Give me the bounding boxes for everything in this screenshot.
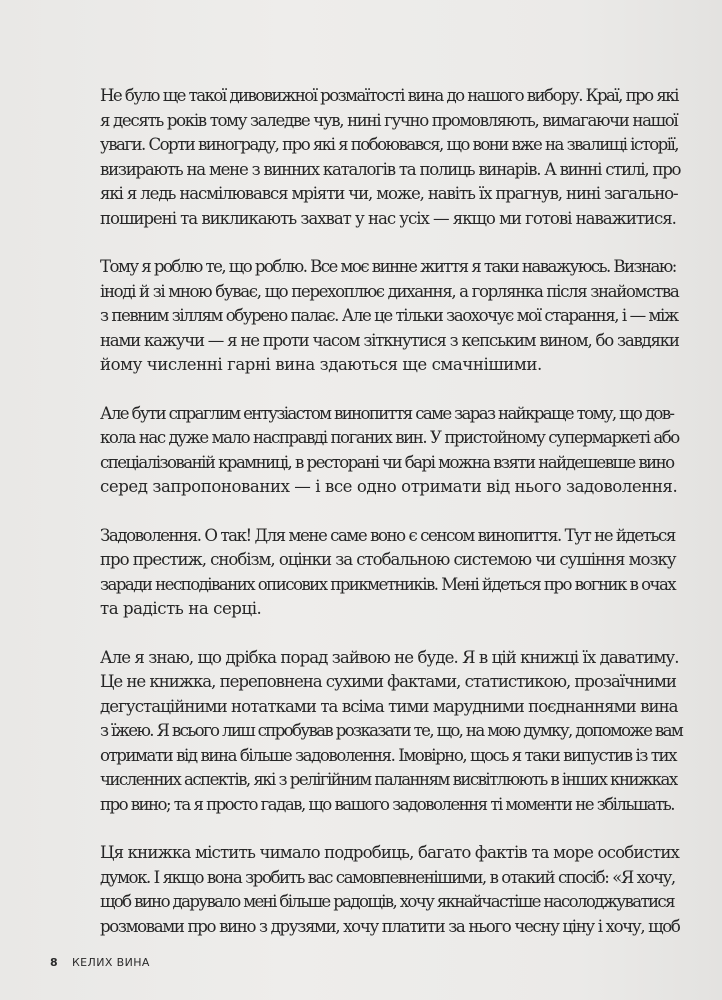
text-line: отримати від вина більше задоволення. Імовірно, щось я таки випустив із тих <box>100 745 677 765</box>
text-line: які я ледь насмілювався мріяти чи, може, навіть їх прагнув, нині загально- <box>100 184 678 203</box>
text-line: численних аспектів, які з релігійним паланням висвітлюють в інших книжках <box>100 770 677 789</box>
paragraph-1 <box>100 84 680 231</box>
text-line: поширені та викликають захват у нас усіх — якщо ми готові наважитися. <box>100 208 676 228</box>
text-line: заради несподіваних описових прикметників. Мені йдеться про вогник в очах <box>100 574 676 594</box>
body-text <box>100 84 683 963</box>
text-line: йому численні гарні вина здаються ще смачнішими. <box>100 355 542 374</box>
paragraph-4 <box>100 524 680 622</box>
text-line: нами кажучи — я не проти часом зіткнутися з кепським вином, бо завдяки <box>100 330 679 350</box>
text-line: кола нас дуже мало насправді поганих вин. У пристойному супермаркеті або <box>100 428 679 447</box>
text-line: про вино; та я просто гадав, що вашого задоволення ті моменти не збільшать. <box>100 794 674 814</box>
text-line: Але бути спраглим ентузіастом винопиття саме зараз найкраще тому, що дов- <box>100 403 674 423</box>
text-line: про престиж, снобізм, оцінки за стобальною системою чи сушіння мозку <box>100 550 676 569</box>
text-line: щоб вино дарувало мені більше радощів, хочу якнайчастіше насолоджуватися <box>100 892 674 911</box>
text-line: з їжею. Я всього лиш спробував розказати те, що, на мою думку, допоможе вам <box>100 721 683 740</box>
running-head: КЕЛИХ ВИНА <box>71 956 150 969</box>
text-line: Тому я роблю те, що роблю. Все моє винне життя я таки наважуюсь. Визнаю: <box>100 257 676 276</box>
text-line: та радість на серці. <box>100 599 262 618</box>
text-line: Це не книжка, переповнена сухими фактами, статистикою, прозаїчними <box>100 672 676 691</box>
text-line: дегустаційними нотатками та всіма тими марудними поєднаннями вина <box>100 696 678 716</box>
text-line: визирають на мене з винних каталогів та полиць винарів. А винні стилі, про <box>100 159 681 179</box>
text-line: серед запропонованих — і все одно отримати від нього задоволення. <box>100 477 678 496</box>
text-line: уваги. Сорти винограду, про які я побоювався, що вони вже на звалищі історії, <box>100 135 678 154</box>
text-line: спеціалізованій крамниці, в ресторані чи барі можна взяти найдешевше вино <box>100 452 674 472</box>
text-line: Не було ще такої дивовижної розмаїтості вина до нашого вибору. Краї, про які <box>100 86 678 105</box>
text-line: з певним зіллям обурено палає. Але це тільки заохочує мої старання, і — між <box>100 306 678 325</box>
paragraph-5 <box>100 646 683 818</box>
paragraph-6 <box>100 841 680 939</box>
text-line: я десять років тому заледве чув, нині гучно промовляють, вимагаючи нашої <box>100 110 678 130</box>
text-line: Ця книжка містить чимало подробиць, багато фактів та море особистих <box>100 843 680 862</box>
text-line: розмовами про вино з друзями, хочу платити за нього чесну ціну і хочу, щоб <box>100 916 680 936</box>
page-footer <box>50 956 150 969</box>
text-line: думок. І якщо вона зробить вас самовпевненішими, в отакий спосіб: «Я хочу, <box>100 867 675 887</box>
paragraph-3 <box>100 402 680 500</box>
text-line: Але я знаю, що дрібка порад зайвою не буде. Я в цій книжці їх даватиму. <box>100 647 679 667</box>
text-line: Задоволення. О так! Для мене саме воно є сенсом винопиття. Тут не йдеться <box>100 525 675 545</box>
paragraph-2 <box>100 255 680 378</box>
text-line: іноді й зі мною буває, що перехоплює дихання, а горлянка після знайомства <box>100 281 679 301</box>
page-number: 8 <box>50 956 59 969</box>
